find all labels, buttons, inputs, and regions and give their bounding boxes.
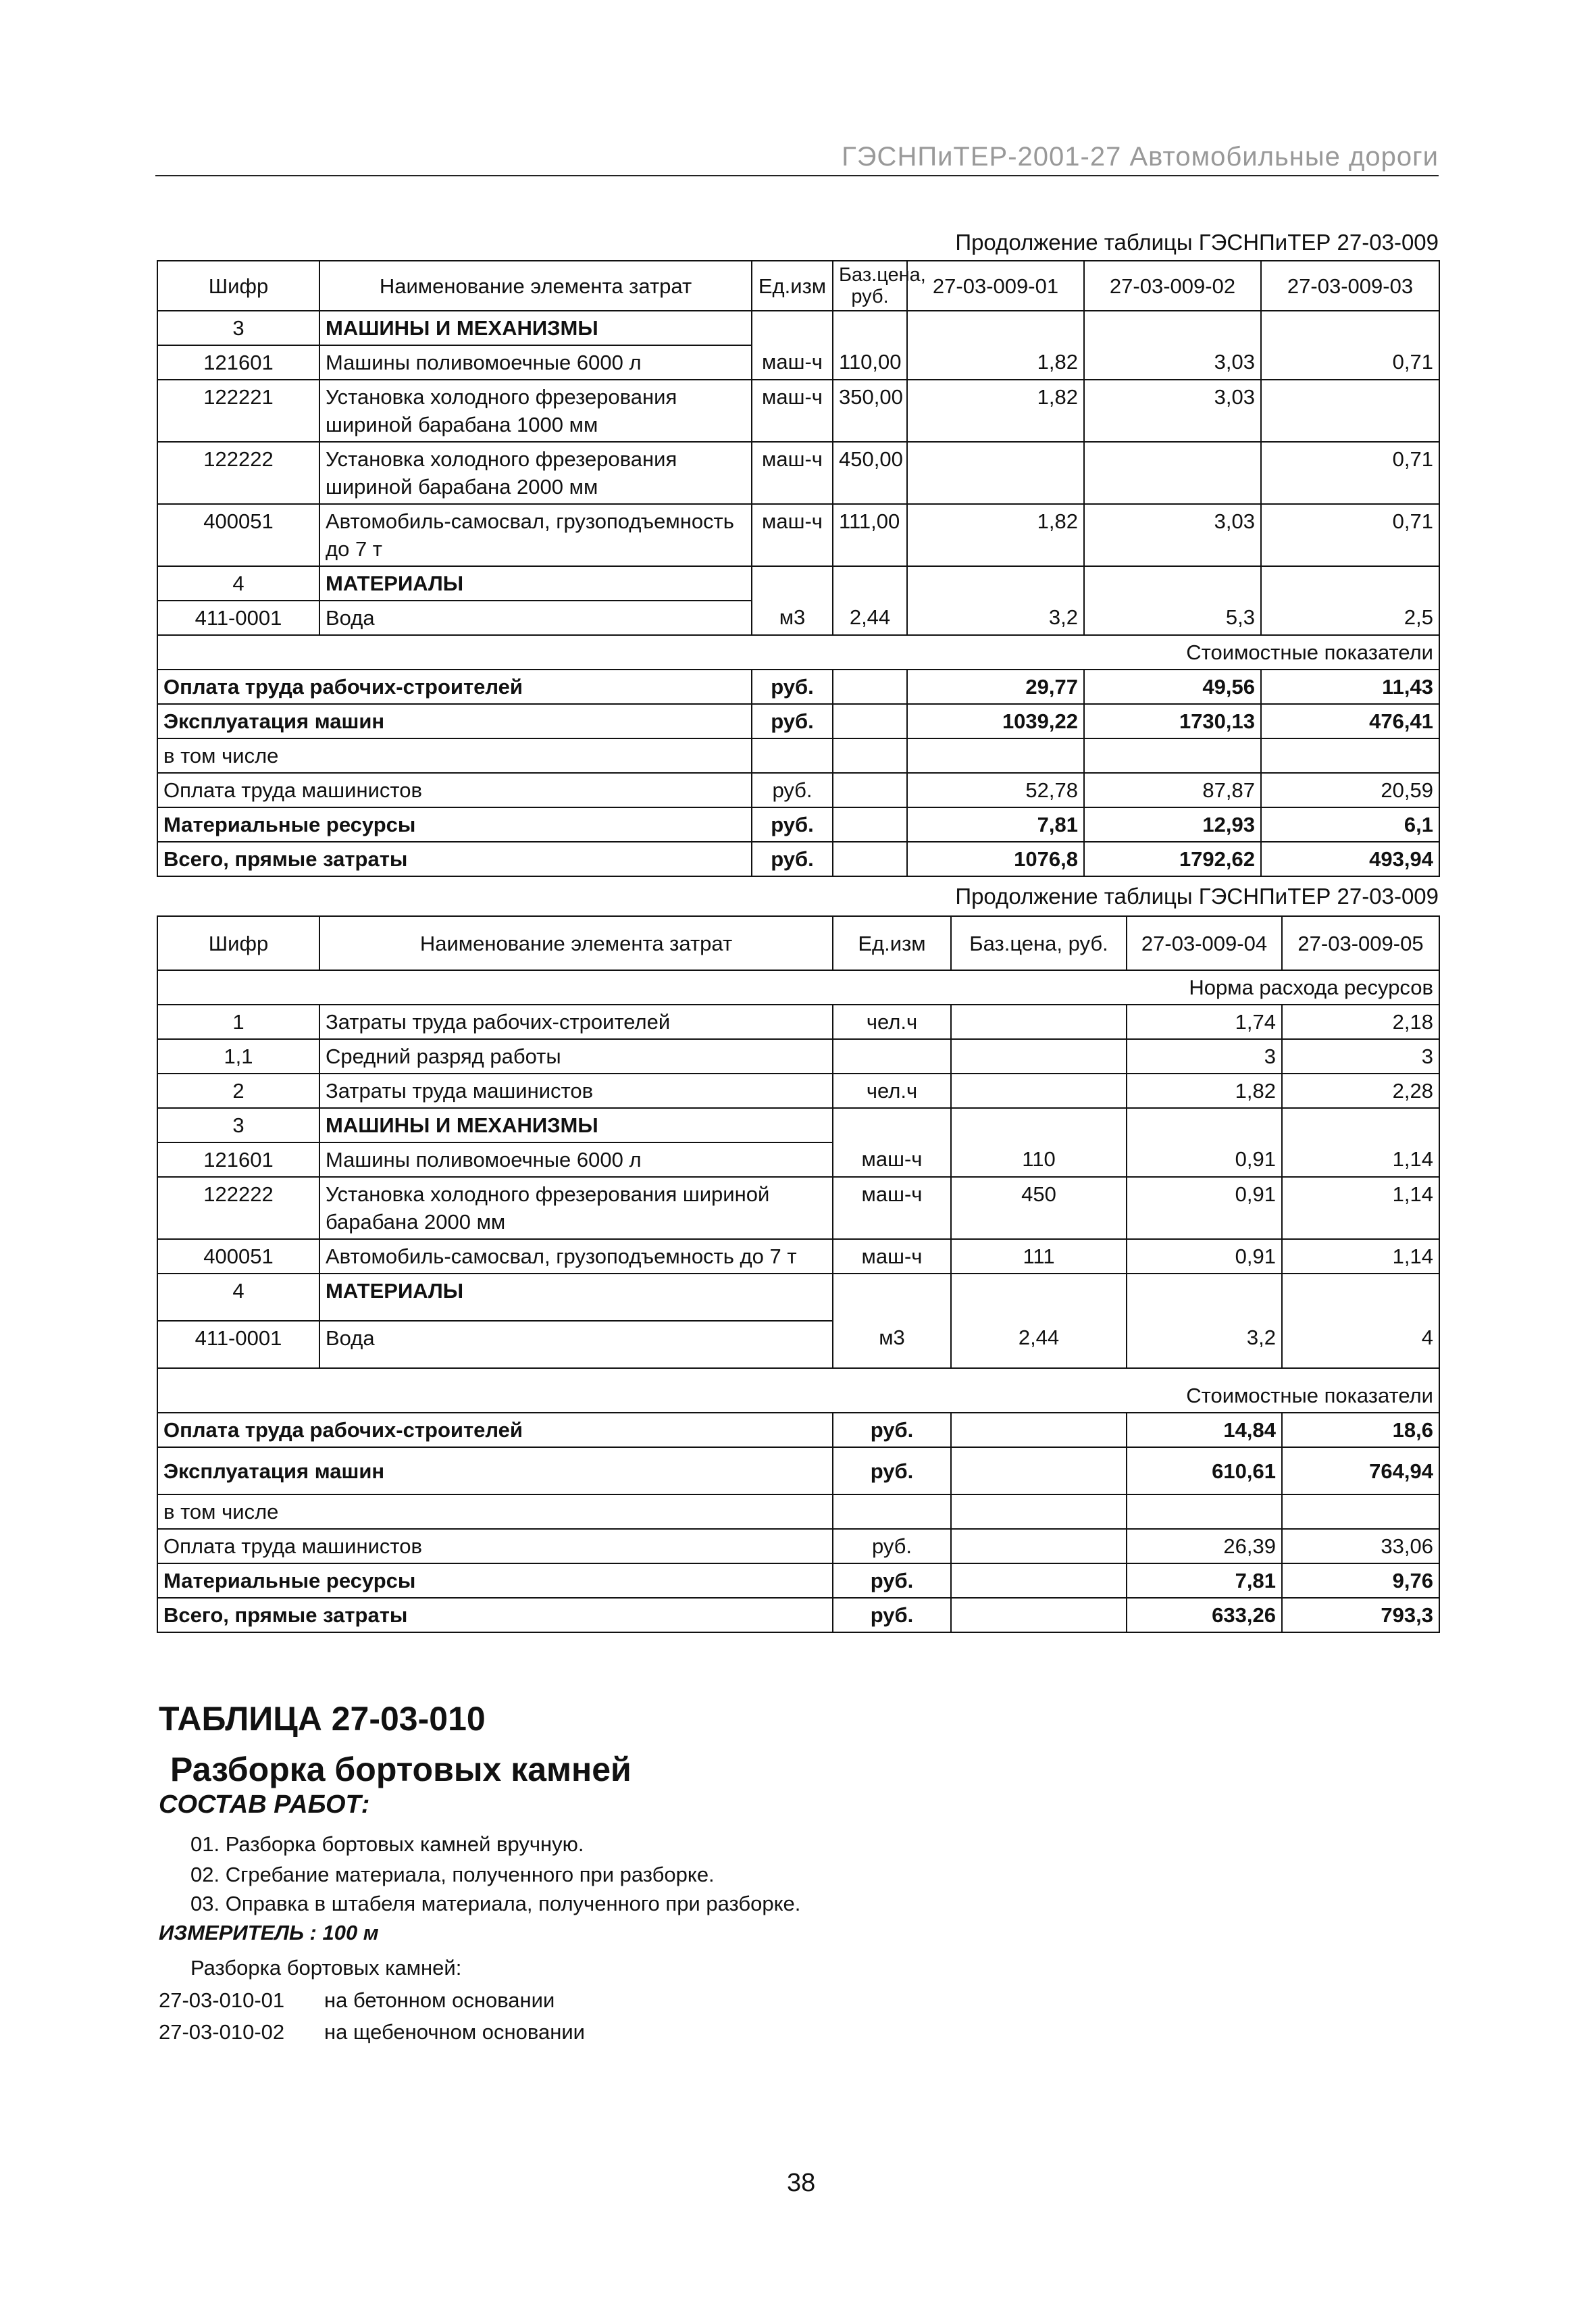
row-code: 411-0001 xyxy=(157,1321,319,1368)
table-row xyxy=(157,1074,1439,1108)
row-value: 0,71 xyxy=(1261,504,1439,566)
row-name: Установка холодного фрезерования шириной барабана 2000 мм xyxy=(319,442,752,504)
cost-name: Оплата труда машинистов xyxy=(157,1529,833,1563)
row-value: 1,14 xyxy=(1282,1142,1439,1177)
row-price: 350,00 xyxy=(833,380,907,442)
cost-row xyxy=(157,1563,1439,1598)
row-value: 1,74 xyxy=(1127,1005,1282,1039)
cost-label: Стоимостные показатели xyxy=(157,1368,1439,1413)
row-unit: маш-ч xyxy=(752,380,833,442)
cost-unit: руб. xyxy=(752,842,833,876)
table1 xyxy=(157,260,1440,877)
cost-value: 764,94 xyxy=(1282,1447,1439,1494)
header-cell: Ед.изм xyxy=(833,916,951,970)
section-row xyxy=(157,566,1439,601)
header-cell: 27-03-009-03 xyxy=(1261,261,1439,311)
cost-row xyxy=(157,807,1439,842)
norm-label-row xyxy=(157,970,1439,1005)
row-code: 400051 xyxy=(157,1239,319,1274)
cost-row xyxy=(157,1447,1439,1494)
row-value: 1,82 xyxy=(907,380,1084,442)
table2-header-row xyxy=(157,916,1439,970)
section-title: МАТЕРИАЛЫ xyxy=(319,566,752,601)
row-value: 3,2 xyxy=(1127,1321,1282,1368)
cost-name: в том числе xyxy=(157,1494,833,1529)
cost-value: 33,06 xyxy=(1282,1529,1439,1563)
table1-header-row xyxy=(157,261,1439,311)
row-value: 2,18 xyxy=(1282,1005,1439,1039)
row-price: 110 xyxy=(951,1142,1127,1177)
cost-value: 18,6 xyxy=(1282,1413,1439,1447)
item-desc: на щебеночном основании xyxy=(324,2020,586,2044)
work-item: 01. Разборка бортовых камней вручную. xyxy=(190,1832,584,1856)
cost-unit: руб. xyxy=(833,1413,951,1447)
row-code: 122222 xyxy=(157,442,319,504)
cost-value: 29,77 xyxy=(907,670,1084,704)
row-value: 3 xyxy=(1282,1039,1439,1074)
item-code: 27-03-010-02 xyxy=(159,2020,285,2044)
cost-value: 793,3 xyxy=(1282,1598,1439,1632)
row-price: 111,00 xyxy=(833,504,907,566)
cost-unit: руб. xyxy=(833,1447,951,1494)
row-value: 0,91 xyxy=(1127,1239,1282,1274)
header-cell: Наименование элемента затрат xyxy=(319,916,833,970)
row-unit: м3 xyxy=(752,601,833,635)
row-code: 121601 xyxy=(157,345,319,380)
cost-value: 12,93 xyxy=(1084,807,1261,842)
row-code: 1,1 xyxy=(157,1039,319,1074)
row-code: 121601 xyxy=(157,1142,319,1177)
table-row xyxy=(157,601,1439,635)
row-code: 122222 xyxy=(157,1177,319,1239)
cost-name: Эксплуатация машин xyxy=(157,704,752,738)
row-value: 3,03 xyxy=(1084,504,1261,566)
row-value xyxy=(1261,380,1439,442)
table2-caption: Продолжение таблицы ГЭСНПиТЕР 27-03-009 xyxy=(955,884,1439,909)
row-name: Автомобиль-самосвал, грузоподъемность до 7 т xyxy=(319,504,752,566)
header-cell: 27-03-009-01 xyxy=(907,261,1084,311)
row-name: Установка холодного фрезерования шириной барабана 2000 мм xyxy=(319,1177,833,1239)
table-row xyxy=(157,345,1439,380)
row-name: Вода xyxy=(319,601,752,635)
row-code: 1 xyxy=(157,1005,319,1039)
works-title: СОСТАВ РАБОТ: xyxy=(159,1790,370,1819)
cost-value: 26,39 xyxy=(1127,1529,1282,1563)
page-header: ГЭСНПиТЕР-2001-27 Автомобильные дороги xyxy=(155,142,1439,176)
row-value: 0,91 xyxy=(1127,1177,1282,1239)
section-subtitle: Разборка бортовых камней xyxy=(170,1751,632,1788)
cost-value: 1730,13 xyxy=(1084,704,1261,738)
row-value: 1,82 xyxy=(1127,1074,1282,1108)
row-name: Затраты труда машинистов xyxy=(319,1074,833,1108)
table-row xyxy=(157,1177,1439,1239)
cost-name: Оплата труда рабочих-строителей xyxy=(157,670,752,704)
section-row xyxy=(157,311,1439,345)
cost-row xyxy=(157,1494,1439,1529)
row-value: 0,91 xyxy=(1127,1142,1282,1177)
row-value: 2,28 xyxy=(1282,1074,1439,1108)
cost-value: 7,81 xyxy=(907,807,1084,842)
cost-value: 476,41 xyxy=(1261,704,1439,738)
row-price: 111 xyxy=(951,1239,1127,1274)
table-row xyxy=(157,1142,1439,1177)
header-cell: 27-03-009-04 xyxy=(1127,916,1282,970)
header-cell: Наименование элемента затрат xyxy=(319,261,752,311)
header-cell: Баз.цена, руб. xyxy=(951,916,1127,970)
cost-row xyxy=(157,670,1439,704)
table-row xyxy=(157,1039,1439,1074)
cost-row xyxy=(157,1413,1439,1447)
cost-row xyxy=(157,842,1439,876)
table-row xyxy=(157,1321,1439,1368)
cost-value: 6,1 xyxy=(1261,807,1439,842)
row-name: Машины поливомоечные 6000 л xyxy=(319,1142,833,1177)
section-code: 3 xyxy=(157,1108,319,1142)
section-code: 4 xyxy=(157,1274,319,1321)
cost-value: 633,26 xyxy=(1127,1598,1282,1632)
cost-row xyxy=(157,1598,1439,1632)
cost-value: 1076,8 xyxy=(907,842,1084,876)
cost-unit: руб. xyxy=(752,704,833,738)
header-cell: Шифр xyxy=(157,916,319,970)
row-value: 4 xyxy=(1282,1321,1439,1368)
work-item: 02. Сгребание материала, полученного при разборке. xyxy=(190,1863,715,1886)
row-value: 0,71 xyxy=(1261,345,1439,380)
row-unit: чел.ч xyxy=(833,1005,951,1039)
cost-value: 493,94 xyxy=(1261,842,1439,876)
cost-unit: руб. xyxy=(752,670,833,704)
cost-name: Всего, прямые затраты xyxy=(157,1598,833,1632)
row-code: 411-0001 xyxy=(157,601,319,635)
cost-value: 1039,22 xyxy=(907,704,1084,738)
row-unit: маш-ч xyxy=(833,1142,951,1177)
header-cell: Ед.изм xyxy=(752,261,833,311)
row-value: 1,14 xyxy=(1282,1177,1439,1239)
row-price xyxy=(951,1039,1127,1074)
header-cell: 27-03-009-05 xyxy=(1282,916,1439,970)
table-row xyxy=(157,442,1439,504)
cost-value: 11,43 xyxy=(1261,670,1439,704)
cost-value: 14,84 xyxy=(1127,1413,1282,1447)
row-unit: маш-ч xyxy=(752,345,833,380)
cost-unit: руб. xyxy=(752,773,833,807)
cost-name: в том числе xyxy=(157,738,752,773)
row-price xyxy=(951,1005,1127,1039)
cost-row xyxy=(157,1529,1439,1563)
row-name: Автомобиль-самосвал, грузоподъемность до 7 т xyxy=(319,1239,833,1274)
cost-label-row xyxy=(157,1368,1439,1413)
row-code: 2 xyxy=(157,1074,319,1108)
row-name: Машины поливомоечные 6000 л xyxy=(319,345,752,380)
row-code: 122221 xyxy=(157,380,319,442)
cost-unit: руб. xyxy=(833,1529,951,1563)
item-code: 27-03-010-01 xyxy=(159,1988,285,2012)
table-row xyxy=(157,380,1439,442)
row-value xyxy=(907,442,1084,504)
cost-name: Оплата труда рабочих-строителей xyxy=(157,1413,833,1447)
cost-name: Оплата труда машинистов xyxy=(157,773,752,807)
row-value: 2,5 xyxy=(1261,601,1439,635)
header-cell: Шифр xyxy=(157,261,319,311)
table1-caption: Продолжение таблицы ГЭСНПиТЕР 27-03-009 xyxy=(955,230,1439,255)
row-value: 1,14 xyxy=(1282,1239,1439,1274)
norm-label: Норма расхода ресурсов xyxy=(157,970,1439,1005)
section-title: МАШИНЫ И МЕХАНИЗМЫ xyxy=(319,1108,833,1142)
section-row xyxy=(157,1108,1439,1142)
work-item: 03. Оправка в штабеля материала, полученного при разборке. xyxy=(190,1892,801,1915)
measure-unit: ИЗМЕРИТЕЛЬ : 100 м xyxy=(159,1921,379,1944)
cost-value: 1792,62 xyxy=(1084,842,1261,876)
section-title: МАШИНЫ И МЕХАНИЗМЫ xyxy=(319,311,752,345)
section-code: 3 xyxy=(157,311,319,345)
section-title: МАТЕРИАЛЫ xyxy=(319,1274,833,1321)
row-value: 5,3 xyxy=(1084,601,1261,635)
header-cell: Баз.цена, руб. xyxy=(833,261,907,311)
row-unit: чел.ч xyxy=(833,1074,951,1108)
table-title: ТАБЛИЦА 27-03-010 xyxy=(159,1700,486,1738)
table2 xyxy=(157,915,1440,1633)
cost-value: 52,78 xyxy=(907,773,1084,807)
row-value: 1,82 xyxy=(907,504,1084,566)
row-unit: маш-ч xyxy=(752,442,833,504)
row-value: 0,71 xyxy=(1261,442,1439,504)
cost-value: 20,59 xyxy=(1261,773,1439,807)
row-name: Вода xyxy=(319,1321,833,1368)
cost-label-row xyxy=(157,635,1439,670)
items-title: Разборка бортовых камней: xyxy=(190,1956,462,1980)
row-unit xyxy=(833,1039,951,1074)
page-number: 38 xyxy=(787,2169,816,2197)
cost-name: Эксплуатация машин xyxy=(157,1447,833,1494)
row-price: 2,44 xyxy=(951,1321,1127,1368)
cost-value: 7,81 xyxy=(1127,1563,1282,1598)
row-name: Установка холодного фрезерования шириной барабана 1000 мм xyxy=(319,380,752,442)
row-value: 3 xyxy=(1127,1039,1282,1074)
row-name: Средний разряд работы xyxy=(319,1039,833,1074)
cost-name: Всего, прямые затраты xyxy=(157,842,752,876)
cost-unit: руб. xyxy=(833,1563,951,1598)
row-name: Затраты труда рабочих-строителей xyxy=(319,1005,833,1039)
row-unit: маш-ч xyxy=(833,1177,951,1239)
cost-name: Материальные ресурсы xyxy=(157,807,752,842)
row-price: 450,00 xyxy=(833,442,907,504)
cost-label: Стоимостные показатели xyxy=(157,635,1439,670)
row-value: 3,03 xyxy=(1084,345,1261,380)
row-code: 400051 xyxy=(157,504,319,566)
row-value: 3,03 xyxy=(1084,380,1261,442)
header-cell: 27-03-009-02 xyxy=(1084,261,1261,311)
row-value: 1,82 xyxy=(907,345,1084,380)
cost-row xyxy=(157,738,1439,773)
section-code: 4 xyxy=(157,566,319,601)
table-row xyxy=(157,1005,1439,1039)
cost-row xyxy=(157,773,1439,807)
cost-unit: руб. xyxy=(752,807,833,842)
cost-unit: руб. xyxy=(833,1598,951,1632)
cost-value: 9,76 xyxy=(1282,1563,1439,1598)
item-desc: на бетонном основании xyxy=(324,1988,555,2012)
row-price: 110,00 xyxy=(833,345,907,380)
row-price xyxy=(951,1074,1127,1108)
row-price: 2,44 xyxy=(833,601,907,635)
table-row xyxy=(157,504,1439,566)
cost-value: 610,61 xyxy=(1127,1447,1282,1494)
row-unit: маш-ч xyxy=(752,504,833,566)
row-price: 450 xyxy=(951,1177,1127,1239)
row-value xyxy=(1084,442,1261,504)
cost-value: 49,56 xyxy=(1084,670,1261,704)
section-row xyxy=(157,1274,1439,1321)
row-value: 3,2 xyxy=(907,601,1084,635)
cost-value: 87,87 xyxy=(1084,773,1261,807)
cost-name: Материальные ресурсы xyxy=(157,1563,833,1598)
cost-row xyxy=(157,704,1439,738)
row-unit: маш-ч xyxy=(833,1239,951,1274)
table-row xyxy=(157,1239,1439,1274)
row-unit: м3 xyxy=(833,1321,951,1368)
